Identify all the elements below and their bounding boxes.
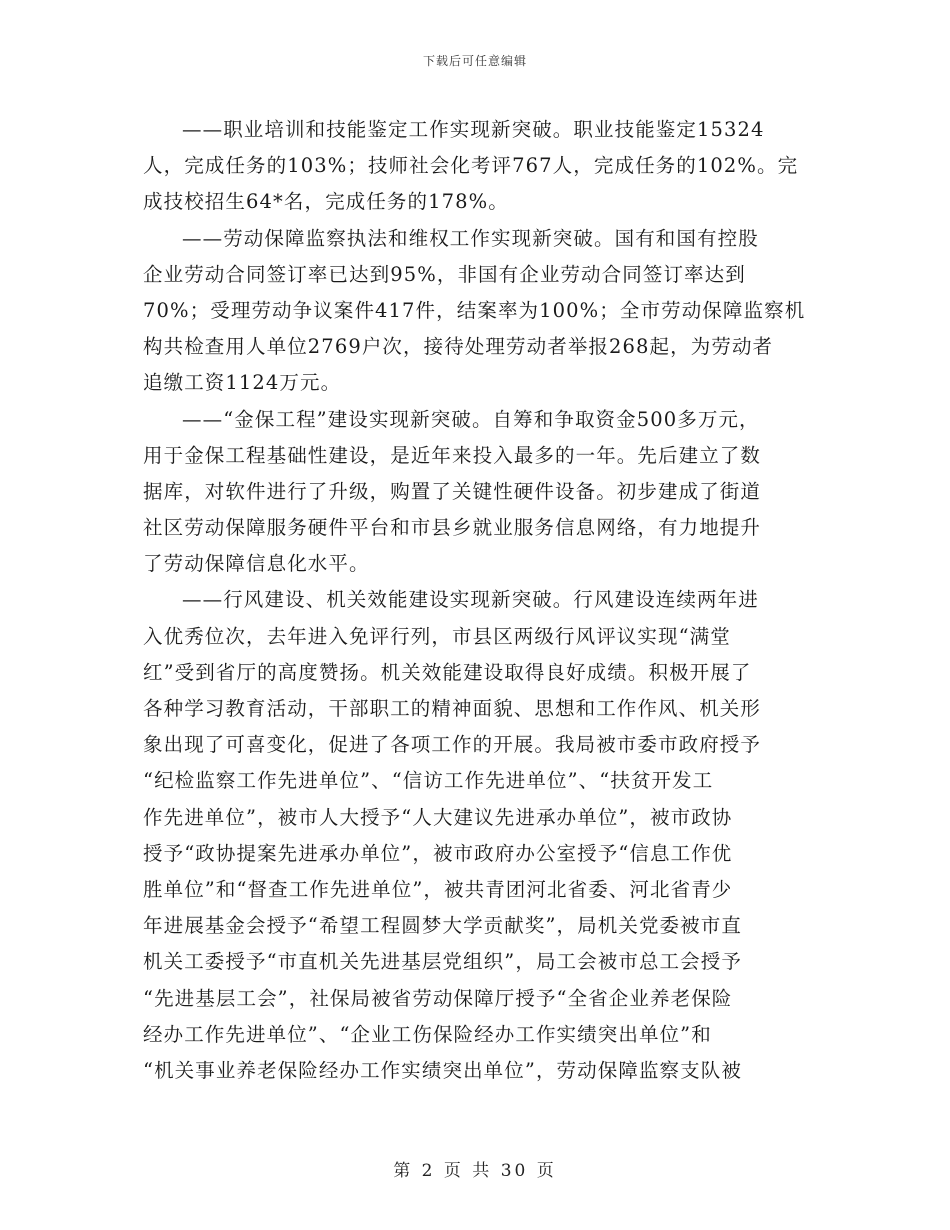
text-line: 各种学习教育活动，干部职工的精神面貌、思想和工作作风、机关形 [143, 697, 762, 720]
text-line: 入优秀位次，去年进入免评行列，市县区两级行风评议实现“满堂 [143, 624, 731, 648]
text-line: 象出现了可喜变化，促进了各项工作的开展。我局被市委市政府授予 [143, 733, 762, 757]
text-line: 用于金保工程基础性建设，是近年来投入最多的一年。先后建立了数 [143, 443, 762, 467]
text-line: 企业劳动合同签订率已达到95%，非国有企业劳动合同签订率达到 [143, 262, 746, 286]
text-line: 追缴工资1124万元。 [143, 371, 342, 395]
text-line: 红”受到省厅的高度赞扬。机关效能建设取得良好成绩。积极开展了 [143, 660, 752, 684]
text-line: “纪检监察工作先进单位”、“信访工作先进单位”、“扶贫开发工 [143, 769, 714, 793]
text-line: ——行风建设、机关效能建设实现新突破。行风建设连续两年进 [182, 588, 759, 612]
text-line: 成技校招生64*名，完成任务的178%。 [143, 190, 509, 214]
page-number: 第 2 页 共 30 页 [393, 1161, 557, 1181]
text-line: 机关工委授予“市直机关先进基层党组织”，局工会被市总工会授予 [143, 950, 742, 974]
text-line: 胜单位”和“督查工作先进单位”，被共青团河北省委、河北省青少 [143, 877, 733, 901]
text-line: ——职业培训和技能鉴定工作实现新突破。职业技能鉴定15324 [182, 118, 765, 141]
text-line: ——劳动保障监察执法和维权工作实现新突破。国有和国有控股 [182, 226, 759, 250]
text-line: 人，完成任务的103%；技师社会化考评767人，完成任务的102%。完 [143, 154, 799, 178]
text-line: 据库，对软件进行了升级，购置了关键性硬件设备。初步建成了街道 [143, 479, 762, 503]
page-header-note: 下载后可任意编辑 [422, 54, 527, 68]
text-line: ——“金保工程”建设实现新突破。自筹和争取资金500多万元， [182, 407, 760, 431]
text-line: 构共检查用人单位2769户次，接待处理劳动者举报268起，为劳动者 [143, 335, 774, 359]
document-body [143, 112, 808, 1089]
text-line: 社区劳动保障服务硬件平台和市县乡就业服务信息网络，有力地提升 [143, 516, 762, 540]
text-line: 了劳动保障信息化水平。 [143, 552, 370, 576]
text-line: 70%；受理劳动争议案件417件，结案率为100%；全市劳动保障监察机 [143, 298, 806, 322]
text-line: “先进基层工会”，社保局被省劳动保障厅授予“全省企业养老保险 [143, 986, 733, 1010]
text-line: 授予“政协提案先进承办单位”，被市政府办公室授予“信息工作优 [143, 841, 733, 865]
text-line: 年进展基金会授予“希望工程圆梦大学贡献奖”，局机关党委被市直 [143, 914, 742, 938]
text-line: 经办工作先进单位”、“企业工伤保险经办工作实绩突出单位”和 [143, 1022, 712, 1046]
text-line: 作先进单位”，被市人大授予“人大建议先进承办单位”，被市政协 [143, 805, 733, 829]
text-line: “机关事业养老保险经办工作实绩突出单位”，劳动保障监察支队被 [143, 1058, 742, 1082]
